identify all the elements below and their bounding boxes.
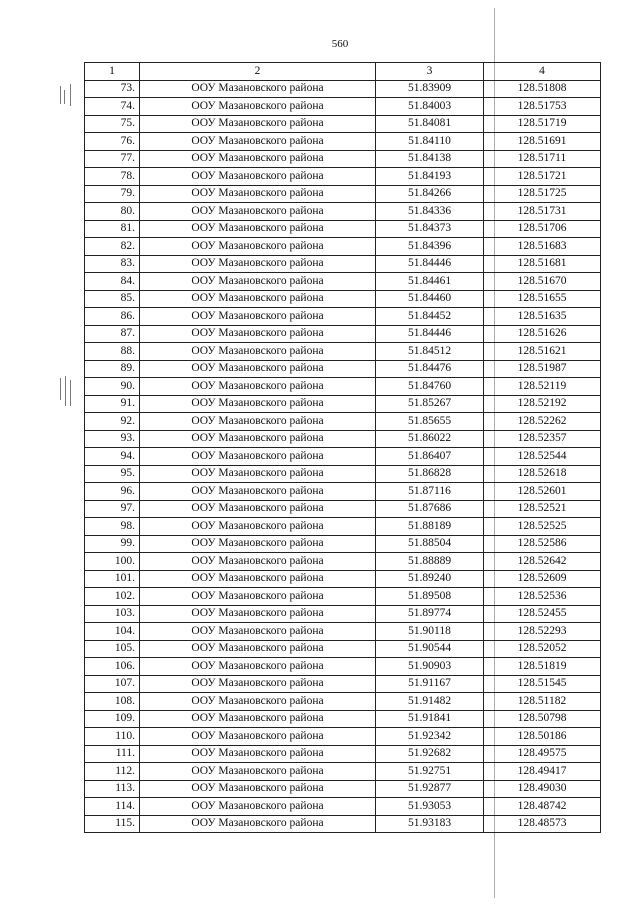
latitude-cell: 51.85655 <box>376 413 484 431</box>
latitude-cell: 51.84460 <box>376 290 484 308</box>
row-number-cell: 102. <box>85 588 140 606</box>
row-number-cell: 89. <box>85 360 140 378</box>
latitude-cell: 51.85267 <box>376 395 484 413</box>
row-number-cell: 103. <box>85 605 140 623</box>
latitude-cell: 51.84193 <box>376 168 484 186</box>
longitude-cell: 128.51670 <box>484 273 601 291</box>
longitude-cell: 128.51706 <box>484 220 601 238</box>
row-number-cell: 107. <box>85 675 140 693</box>
table-header-row <box>85 63 601 81</box>
longitude-cell: 128.52192 <box>484 395 601 413</box>
organization-cell: ООУ Мазановского района <box>140 465 376 483</box>
organization-cell: ООУ Мазановского района <box>140 693 376 711</box>
row-number-cell: 104. <box>85 623 140 641</box>
table-row <box>85 430 601 448</box>
table-row <box>85 308 601 326</box>
row-number-cell: 99. <box>85 535 140 553</box>
organization-cell: ООУ Мазановского района <box>140 798 376 816</box>
organization-cell: ООУ Мазановского района <box>140 815 376 833</box>
longitude-cell: 128.51621 <box>484 343 601 361</box>
table-row <box>85 378 601 396</box>
longitude-cell: 128.52262 <box>484 413 601 431</box>
longitude-cell: 128.52525 <box>484 518 601 536</box>
latitude-cell: 51.91167 <box>376 675 484 693</box>
table-row <box>85 395 601 413</box>
row-number-cell: 96. <box>85 483 140 501</box>
organization-cell: ООУ Мазановского района <box>140 780 376 798</box>
row-number-cell: 86. <box>85 308 140 326</box>
scan-mark <box>60 86 61 104</box>
longitude-cell: 128.51721 <box>484 168 601 186</box>
row-number-cell: 87. <box>85 325 140 343</box>
organization-cell: ООУ Мазановского района <box>140 133 376 151</box>
organization-cell: ООУ Мазановского района <box>140 308 376 326</box>
table-row <box>85 535 601 553</box>
longitude-cell: 128.48742 <box>484 798 601 816</box>
row-number-cell: 93. <box>85 430 140 448</box>
row-number-cell: 74. <box>85 98 140 116</box>
table-row <box>85 483 601 501</box>
latitude-cell: 51.92682 <box>376 745 484 763</box>
organization-cell: ООУ Мазановского района <box>140 745 376 763</box>
latitude-cell: 51.84446 <box>376 255 484 273</box>
table-row <box>85 80 601 98</box>
latitude-cell: 51.84446 <box>376 325 484 343</box>
table-row <box>85 570 601 588</box>
organization-cell: ООУ Мазановского района <box>140 483 376 501</box>
row-number-cell: 76. <box>85 133 140 151</box>
organization-cell: ООУ Мазановского района <box>140 185 376 203</box>
table-row <box>85 710 601 728</box>
table-row <box>85 115 601 133</box>
row-number-cell: 109. <box>85 710 140 728</box>
row-number-cell: 110. <box>85 728 140 746</box>
longitude-cell: 128.52455 <box>484 605 601 623</box>
longitude-cell: 128.52293 <box>484 623 601 641</box>
longitude-cell: 128.49575 <box>484 745 601 763</box>
organization-cell: ООУ Мазановского района <box>140 588 376 606</box>
longitude-cell: 128.51987 <box>484 360 601 378</box>
organization-cell: ООУ Мазановского района <box>140 553 376 571</box>
organization-cell: ООУ Мазановского района <box>140 255 376 273</box>
longitude-cell: 128.51753 <box>484 98 601 116</box>
organization-cell: ООУ Мазановского района <box>140 360 376 378</box>
row-number-cell: 113. <box>85 780 140 798</box>
organization-cell: ООУ Мазановского района <box>140 378 376 396</box>
organization-cell: ООУ Мазановского района <box>140 658 376 676</box>
table-row <box>85 623 601 641</box>
table-row <box>85 238 601 256</box>
table-row <box>85 133 601 151</box>
organization-cell: ООУ Мазановского района <box>140 570 376 588</box>
organization-cell: ООУ Мазановского района <box>140 623 376 641</box>
column-header: 1 <box>85 63 140 81</box>
scan-mark <box>60 378 61 400</box>
organization-cell: ООУ Мазановского района <box>140 273 376 291</box>
row-number-cell: 111. <box>85 745 140 763</box>
table-row <box>85 255 601 273</box>
table-row <box>85 763 601 781</box>
organization-cell: ООУ Мазановского района <box>140 500 376 518</box>
organization-cell: ООУ Мазановского района <box>140 675 376 693</box>
table-row <box>85 815 601 833</box>
organization-cell: ООУ Мазановского района <box>140 98 376 116</box>
table-row <box>85 465 601 483</box>
organization-cell: ООУ Мазановского района <box>140 115 376 133</box>
row-number-cell: 79. <box>85 185 140 203</box>
table-row <box>85 500 601 518</box>
latitude-cell: 51.87686 <box>376 500 484 518</box>
organization-cell: ООУ Мазановского района <box>140 605 376 623</box>
latitude-cell: 51.84110 <box>376 133 484 151</box>
longitude-cell: 128.51731 <box>484 203 601 221</box>
latitude-cell: 51.86828 <box>376 465 484 483</box>
latitude-cell: 51.91482 <box>376 693 484 711</box>
table-row <box>85 98 601 116</box>
longitude-cell: 128.52052 <box>484 640 601 658</box>
page-number: 560 <box>331 38 349 50</box>
latitude-cell: 51.84266 <box>376 185 484 203</box>
latitude-cell: 51.93053 <box>376 798 484 816</box>
latitude-cell: 51.88504 <box>376 535 484 553</box>
latitude-cell: 51.84461 <box>376 273 484 291</box>
table-row <box>85 675 601 693</box>
latitude-cell: 51.84336 <box>376 203 484 221</box>
longitude-cell: 128.51655 <box>484 290 601 308</box>
organization-cell: ООУ Мазановского района <box>140 448 376 466</box>
longitude-cell: 128.48573 <box>484 815 601 833</box>
table-row <box>85 325 601 343</box>
latitude-cell: 51.92751 <box>376 763 484 781</box>
row-number-cell: 85. <box>85 290 140 308</box>
coordinates-table <box>84 62 601 833</box>
longitude-cell: 128.51683 <box>484 238 601 256</box>
latitude-cell: 51.92877 <box>376 780 484 798</box>
longitude-cell: 128.51725 <box>484 185 601 203</box>
latitude-cell: 51.90544 <box>376 640 484 658</box>
latitude-cell: 51.91841 <box>376 710 484 728</box>
row-number-cell: 94. <box>85 448 140 466</box>
table-row <box>85 273 601 291</box>
row-number-cell: 97. <box>85 500 140 518</box>
row-number-cell: 91. <box>85 395 140 413</box>
table-row <box>85 640 601 658</box>
longitude-cell: 128.52536 <box>484 588 601 606</box>
latitude-cell: 51.84476 <box>376 360 484 378</box>
longitude-cell: 128.49417 <box>484 763 601 781</box>
longitude-cell: 128.51711 <box>484 150 601 168</box>
latitude-cell: 51.84003 <box>376 98 484 116</box>
table-row <box>85 168 601 186</box>
row-number-cell: 84. <box>85 273 140 291</box>
table-row <box>85 588 601 606</box>
organization-cell: ООУ Мазановского района <box>140 325 376 343</box>
organization-cell: ООУ Мазановского района <box>140 535 376 553</box>
organization-cell: ООУ Мазановского района <box>140 518 376 536</box>
scan-mark <box>70 84 71 106</box>
row-number-cell: 112. <box>85 763 140 781</box>
row-number-cell: 98. <box>85 518 140 536</box>
longitude-cell: 128.51545 <box>484 675 601 693</box>
longitude-cell: 128.52609 <box>484 570 601 588</box>
row-number-cell: 78. <box>85 168 140 186</box>
latitude-cell: 51.86022 <box>376 430 484 448</box>
latitude-cell: 51.92342 <box>376 728 484 746</box>
latitude-cell: 51.84138 <box>376 150 484 168</box>
table-row <box>85 553 601 571</box>
longitude-cell: 128.52586 <box>484 535 601 553</box>
longitude-cell: 128.51691 <box>484 133 601 151</box>
organization-cell: ООУ Мазановского района <box>140 640 376 658</box>
table-row <box>85 605 601 623</box>
latitude-cell: 51.90118 <box>376 623 484 641</box>
table-row <box>85 290 601 308</box>
longitude-cell: 128.52544 <box>484 448 601 466</box>
longitude-cell: 128.50186 <box>484 728 601 746</box>
latitude-cell: 51.84452 <box>376 308 484 326</box>
latitude-cell: 51.93183 <box>376 815 484 833</box>
row-number-cell: 73. <box>85 80 140 98</box>
longitude-cell: 128.51626 <box>484 325 601 343</box>
table-row <box>85 728 601 746</box>
row-number-cell: 115. <box>85 815 140 833</box>
row-number-cell: 90. <box>85 378 140 396</box>
longitude-cell: 128.51635 <box>484 308 601 326</box>
longitude-cell: 128.52601 <box>484 483 601 501</box>
row-number-cell: 95. <box>85 465 140 483</box>
longitude-cell: 128.49030 <box>484 780 601 798</box>
longitude-cell: 128.52119 <box>484 378 601 396</box>
table-row <box>85 693 601 711</box>
organization-cell: ООУ Мазановского района <box>140 763 376 781</box>
organization-cell: ООУ Мазановского района <box>140 168 376 186</box>
longitude-cell: 128.52642 <box>484 553 601 571</box>
row-number-cell: 75. <box>85 115 140 133</box>
table-row <box>85 518 601 536</box>
latitude-cell: 51.89774 <box>376 605 484 623</box>
row-number-cell: 88. <box>85 343 140 361</box>
row-number-cell: 101. <box>85 570 140 588</box>
scan-mark <box>70 380 71 406</box>
latitude-cell: 51.84512 <box>376 343 484 361</box>
organization-cell: ООУ Мазановского района <box>140 203 376 221</box>
row-number-cell: 92. <box>85 413 140 431</box>
longitude-cell: 128.51681 <box>484 255 601 273</box>
row-number-cell: 108. <box>85 693 140 711</box>
latitude-cell: 51.83909 <box>376 80 484 98</box>
organization-cell: ООУ Мазановского района <box>140 413 376 431</box>
organization-cell: ООУ Мазановского района <box>140 150 376 168</box>
row-number-cell: 82. <box>85 238 140 256</box>
table-row <box>85 360 601 378</box>
longitude-cell: 128.51719 <box>484 115 601 133</box>
latitude-cell: 51.89508 <box>376 588 484 606</box>
row-number-cell: 77. <box>85 150 140 168</box>
table-body <box>85 80 601 833</box>
latitude-cell: 51.84081 <box>376 115 484 133</box>
row-number-cell: 80. <box>85 203 140 221</box>
organization-cell: ООУ Мазановского района <box>140 343 376 361</box>
longitude-cell: 128.52521 <box>484 500 601 518</box>
row-number-cell: 100. <box>85 553 140 571</box>
longitude-cell: 128.51808 <box>484 80 601 98</box>
table-row <box>85 150 601 168</box>
latitude-cell: 51.90903 <box>376 658 484 676</box>
row-number-cell: 106. <box>85 658 140 676</box>
organization-cell: ООУ Мазановского района <box>140 395 376 413</box>
row-number-cell: 114. <box>85 798 140 816</box>
latitude-cell: 51.88889 <box>376 553 484 571</box>
latitude-cell: 51.89240 <box>376 570 484 588</box>
column-header: 2 <box>140 63 376 81</box>
organization-cell: ООУ Мазановского района <box>140 238 376 256</box>
table-row <box>85 413 601 431</box>
latitude-cell: 51.87116 <box>376 483 484 501</box>
row-number-cell: 83. <box>85 255 140 273</box>
longitude-cell: 128.51182 <box>484 693 601 711</box>
table-row <box>85 658 601 676</box>
organization-cell: ООУ Мазановского района <box>140 728 376 746</box>
table-row <box>85 220 601 238</box>
table-row <box>85 185 601 203</box>
longitude-cell: 128.51819 <box>484 658 601 676</box>
table-row <box>85 203 601 221</box>
organization-cell: ООУ Мазановского района <box>140 220 376 238</box>
latitude-cell: 51.86407 <box>376 448 484 466</box>
longitude-cell: 128.50798 <box>484 710 601 728</box>
longitude-cell: 128.52618 <box>484 465 601 483</box>
longitude-cell: 128.52357 <box>484 430 601 448</box>
table-row <box>85 780 601 798</box>
scan-mark <box>65 376 66 406</box>
latitude-cell: 51.84373 <box>376 220 484 238</box>
table-row <box>85 343 601 361</box>
table-row <box>85 745 601 763</box>
table-row <box>85 448 601 466</box>
organization-cell: ООУ Мазановского района <box>140 290 376 308</box>
latitude-cell: 51.84760 <box>376 378 484 396</box>
organization-cell: ООУ Мазановского района <box>140 710 376 728</box>
row-number-cell: 105. <box>85 640 140 658</box>
scan-mark <box>64 90 65 104</box>
organization-cell: ООУ Мазановского района <box>140 430 376 448</box>
column-header: 3 <box>376 63 484 81</box>
latitude-cell: 51.84396 <box>376 238 484 256</box>
table-row <box>85 798 601 816</box>
latitude-cell: 51.88189 <box>376 518 484 536</box>
row-number-cell: 81. <box>85 220 140 238</box>
column-header: 4 <box>484 63 601 81</box>
organization-cell: ООУ Мазановского района <box>140 80 376 98</box>
